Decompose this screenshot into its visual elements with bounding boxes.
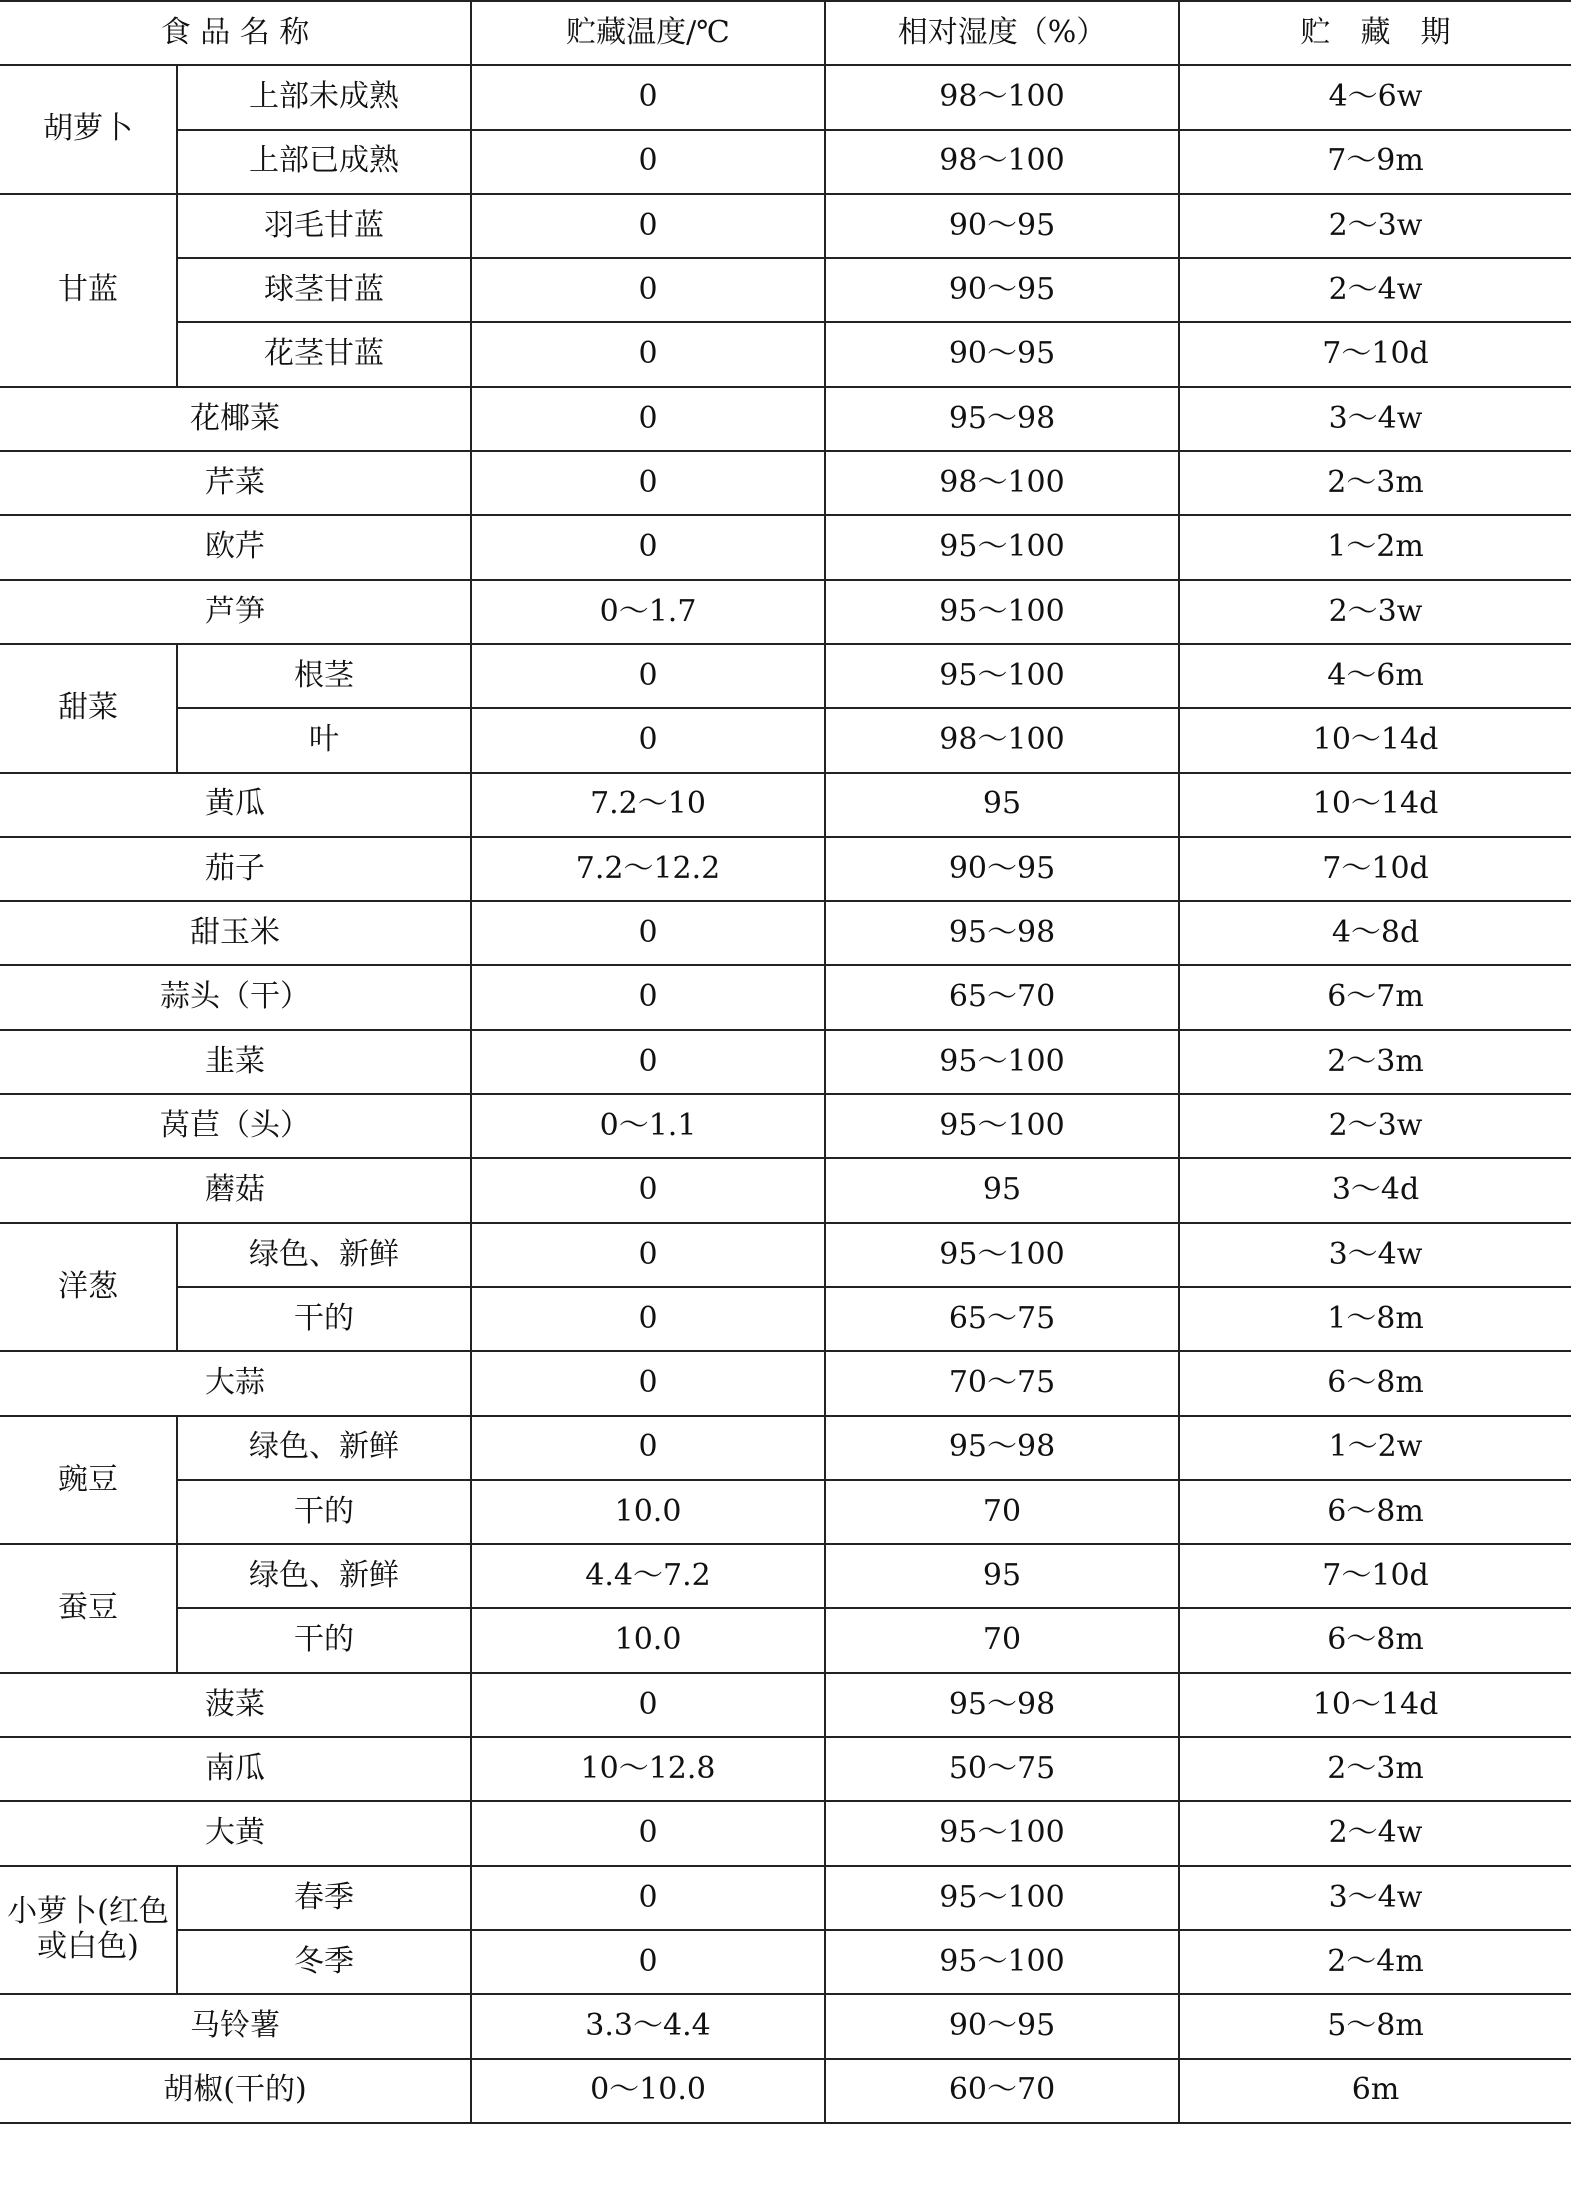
humidity-cell: 90～95 xyxy=(825,194,1179,258)
temp-cell: 0 xyxy=(471,65,825,129)
period-cell: 7～10d xyxy=(1179,322,1571,386)
period-cell: 3～4w xyxy=(1179,387,1571,451)
humidity-cell: 95～100 xyxy=(825,515,1179,579)
temp-cell: 0 xyxy=(471,194,825,258)
food-name-cell: 茄子 xyxy=(0,837,471,901)
food-name-cell: 胡椒(干的) xyxy=(0,2059,471,2123)
sub-name-cell: 球茎甘蓝 xyxy=(177,258,471,322)
temp-cell: 7.2～10 xyxy=(471,773,825,837)
food-name-cell: 大黄 xyxy=(0,1801,471,1865)
temp-cell: 0 xyxy=(471,1801,825,1865)
period-cell: 10～14d xyxy=(1179,773,1571,837)
period-cell: 1～8m xyxy=(1179,1287,1571,1351)
humidity-cell: 50～75 xyxy=(825,1737,1179,1801)
humidity-cell: 70 xyxy=(825,1480,1179,1544)
period-cell: 10～14d xyxy=(1179,708,1571,772)
table-row xyxy=(0,901,1571,965)
temp-cell: 0 xyxy=(471,1030,825,1094)
temp-cell: 0～10.0 xyxy=(471,2059,825,2123)
humidity-cell: 95～98 xyxy=(825,1416,1179,1480)
period-cell: 6～7m xyxy=(1179,965,1571,1029)
sub-name-cell: 干的 xyxy=(177,1480,471,1544)
period-cell: 2～4w xyxy=(1179,258,1571,322)
group-name-cell: 洋葱 xyxy=(0,1223,177,1352)
temp-cell: 0 xyxy=(471,387,825,451)
table-row xyxy=(0,773,1571,837)
temp-cell: 10.0 xyxy=(471,1480,825,1544)
period-cell: 2～4m xyxy=(1179,1930,1571,1994)
header-storage-period: 贮 藏 期 xyxy=(1179,1,1571,65)
table-row xyxy=(0,258,1571,322)
humidity-cell: 90～95 xyxy=(825,1994,1179,2058)
table-row xyxy=(0,965,1571,1029)
temp-cell: 0 xyxy=(471,644,825,708)
humidity-cell: 95～100 xyxy=(825,1866,1179,1930)
temp-cell: 0 xyxy=(471,1930,825,1994)
temp-cell: 0 xyxy=(471,1158,825,1222)
table-row xyxy=(0,1223,1571,1287)
food-name-cell: 芦笋 xyxy=(0,580,471,644)
period-cell: 2～3m xyxy=(1179,1030,1571,1094)
temp-cell: 0 xyxy=(471,901,825,965)
humidity-cell: 95 xyxy=(825,1544,1179,1608)
sub-name-cell: 花茎甘蓝 xyxy=(177,322,471,386)
humidity-cell: 98～100 xyxy=(825,708,1179,772)
period-cell: 7～10d xyxy=(1179,1544,1571,1608)
table-row xyxy=(0,65,1571,129)
sub-name-cell: 干的 xyxy=(177,1287,471,1351)
humidity-cell: 90～95 xyxy=(825,258,1179,322)
humidity-cell: 70 xyxy=(825,1608,1179,1672)
humidity-cell: 98～100 xyxy=(825,65,1179,129)
humidity-cell: 95～100 xyxy=(825,1801,1179,1865)
temp-cell: 0 xyxy=(471,965,825,1029)
food-name-cell: 莴苣（头） xyxy=(0,1094,471,1158)
temp-cell: 10.0 xyxy=(471,1608,825,1672)
temp-cell: 0 xyxy=(471,1416,825,1480)
table-row xyxy=(0,194,1571,258)
temp-cell: 0 xyxy=(471,258,825,322)
table-row xyxy=(0,1544,1571,1608)
temp-cell: 0 xyxy=(471,1351,825,1415)
temp-cell: 3.3～4.4 xyxy=(471,1994,825,2058)
period-cell: 7～9m xyxy=(1179,130,1571,194)
food-name-cell: 菠菜 xyxy=(0,1673,471,1737)
food-name-cell: 大蒜 xyxy=(0,1351,471,1415)
humidity-cell: 98～100 xyxy=(825,451,1179,515)
humidity-cell: 65～75 xyxy=(825,1287,1179,1351)
food-name-cell: 韭菜 xyxy=(0,1030,471,1094)
humidity-cell: 65～70 xyxy=(825,965,1179,1029)
humidity-cell: 95～98 xyxy=(825,1673,1179,1737)
group-name-cell: 甘蓝 xyxy=(0,194,177,387)
temp-cell: 7.2～12.2 xyxy=(471,837,825,901)
table-row xyxy=(0,1608,1571,1672)
group-name-cell: 蚕豆 xyxy=(0,1544,177,1673)
humidity-cell: 95 xyxy=(825,1158,1179,1222)
temp-cell: 0 xyxy=(471,322,825,386)
food-name-cell: 马铃薯 xyxy=(0,1994,471,2058)
period-cell: 6～8m xyxy=(1179,1351,1571,1415)
period-cell: 7～10d xyxy=(1179,837,1571,901)
table-row xyxy=(0,130,1571,194)
table-row xyxy=(0,1158,1571,1222)
humidity-cell: 95～98 xyxy=(825,387,1179,451)
sub-name-cell: 根茎 xyxy=(177,644,471,708)
temp-cell: 0 xyxy=(471,1673,825,1737)
food-name-cell: 黄瓜 xyxy=(0,773,471,837)
header-storage-temp: 贮藏温度/℃ xyxy=(471,1,825,65)
sub-name-cell: 绿色、新鲜 xyxy=(177,1223,471,1287)
humidity-cell: 95～100 xyxy=(825,1094,1179,1158)
humidity-cell: 70～75 xyxy=(825,1351,1179,1415)
sub-name-cell: 春季 xyxy=(177,1866,471,1930)
period-cell: 4～6m xyxy=(1179,644,1571,708)
table-row xyxy=(0,1930,1571,1994)
humidity-cell: 98～100 xyxy=(825,130,1179,194)
period-cell: 6m xyxy=(1179,2059,1571,2123)
food-name-cell: 芹菜 xyxy=(0,451,471,515)
sub-name-cell: 绿色、新鲜 xyxy=(177,1544,471,1608)
humidity-cell: 95 xyxy=(825,773,1179,837)
table-row xyxy=(0,837,1571,901)
table-row xyxy=(0,451,1571,515)
period-cell: 3～4d xyxy=(1179,1158,1571,1222)
table-row xyxy=(0,2059,1571,2123)
period-cell: 10～14d xyxy=(1179,1673,1571,1737)
group-name-cell: 豌豆 xyxy=(0,1416,177,1545)
food-name-cell: 欧芹 xyxy=(0,515,471,579)
header-relative-humidity: 相对湿度（%） xyxy=(825,1,1179,65)
period-cell: 2～3w xyxy=(1179,1094,1571,1158)
temp-cell: 0 xyxy=(471,1866,825,1930)
humidity-cell: 90～95 xyxy=(825,322,1179,386)
period-cell: 2～3m xyxy=(1179,451,1571,515)
temp-cell: 0 xyxy=(471,1287,825,1351)
period-cell: 4～6w xyxy=(1179,65,1571,129)
table-row xyxy=(0,515,1571,579)
temp-cell: 0 xyxy=(471,451,825,515)
header-row xyxy=(0,1,1571,65)
table-row xyxy=(0,1866,1571,1930)
table-row xyxy=(0,387,1571,451)
period-cell: 3～4w xyxy=(1179,1223,1571,1287)
period-cell: 3～4w xyxy=(1179,1866,1571,1930)
table-row xyxy=(0,1287,1571,1351)
table-row xyxy=(0,1030,1571,1094)
group-name-cell: 甜菜 xyxy=(0,644,177,773)
humidity-cell: 95～100 xyxy=(825,1030,1179,1094)
period-cell: 2～3w xyxy=(1179,194,1571,258)
sub-name-cell: 上部未成熟 xyxy=(177,65,471,129)
group-name-cell: 小萝卜(红色或白色) xyxy=(0,1866,177,1995)
table-row xyxy=(0,1094,1571,1158)
table-row xyxy=(0,1801,1571,1865)
table-row xyxy=(0,322,1571,386)
table-row xyxy=(0,644,1571,708)
period-cell: 4～8d xyxy=(1179,901,1571,965)
period-cell: 2～3w xyxy=(1179,580,1571,644)
period-cell: 1～2w xyxy=(1179,1416,1571,1480)
food-name-cell: 甜玉米 xyxy=(0,901,471,965)
period-cell: 6～8m xyxy=(1179,1480,1571,1544)
sub-name-cell: 羽毛甘蓝 xyxy=(177,194,471,258)
food-name-cell: 南瓜 xyxy=(0,1737,471,1801)
humidity-cell: 95～100 xyxy=(825,1930,1179,1994)
period-cell: 1～2m xyxy=(1179,515,1571,579)
temp-cell: 0 xyxy=(471,130,825,194)
temp-cell: 10～12.8 xyxy=(471,1737,825,1801)
temp-cell: 4.4～7.2 xyxy=(471,1544,825,1608)
humidity-cell: 95～98 xyxy=(825,901,1179,965)
sub-name-cell: 上部已成熟 xyxy=(177,130,471,194)
table-row xyxy=(0,1480,1571,1544)
food-name-cell: 蒜头（干） xyxy=(0,965,471,1029)
humidity-cell: 90～95 xyxy=(825,837,1179,901)
humidity-cell: 60～70 xyxy=(825,2059,1179,2123)
table-row xyxy=(0,1994,1571,2058)
period-cell: 6～8m xyxy=(1179,1608,1571,1672)
food-name-cell: 蘑菇 xyxy=(0,1158,471,1222)
sub-name-cell: 冬季 xyxy=(177,1930,471,1994)
period-cell: 2～4w xyxy=(1179,1801,1571,1865)
table-row xyxy=(0,1416,1571,1480)
sub-name-cell: 干的 xyxy=(177,1608,471,1672)
temp-cell: 0 xyxy=(471,1223,825,1287)
humidity-cell: 95～100 xyxy=(825,580,1179,644)
period-cell: 5～8m xyxy=(1179,1994,1571,2058)
temp-cell: 0 xyxy=(471,515,825,579)
table-row xyxy=(0,1737,1571,1801)
sub-name-cell: 叶 xyxy=(177,708,471,772)
table-row xyxy=(0,1351,1571,1415)
temp-cell: 0～1.1 xyxy=(471,1094,825,1158)
header-food-name: 食 品 名 称 xyxy=(0,1,471,65)
humidity-cell: 95～100 xyxy=(825,644,1179,708)
temp-cell: 0 xyxy=(471,708,825,772)
table-row xyxy=(0,1673,1571,1737)
table-row xyxy=(0,580,1571,644)
humidity-cell: 95～100 xyxy=(825,1223,1179,1287)
period-cell: 2～3m xyxy=(1179,1737,1571,1801)
food-name-cell: 花椰菜 xyxy=(0,387,471,451)
table-row xyxy=(0,708,1571,772)
sub-name-cell: 绿色、新鲜 xyxy=(177,1416,471,1480)
group-name-cell: 胡萝卜 xyxy=(0,65,177,194)
temp-cell: 0～1.7 xyxy=(471,580,825,644)
